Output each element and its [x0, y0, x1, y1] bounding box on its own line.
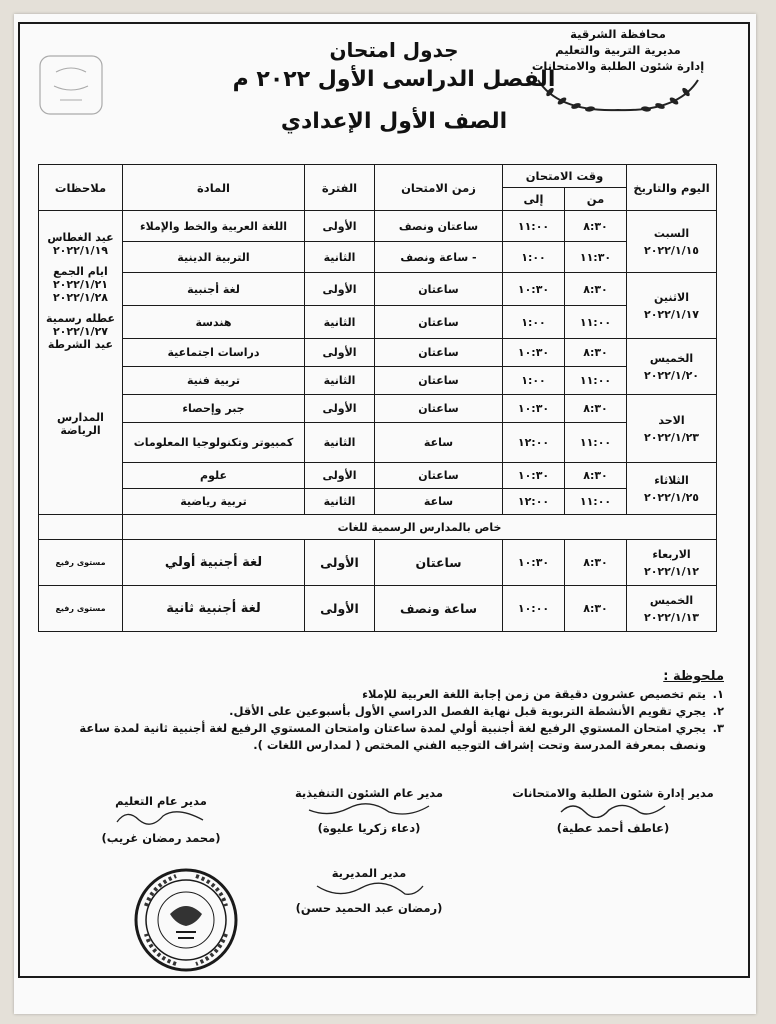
- from-cell: ٨:٣٠: [565, 463, 627, 489]
- to-cell: ١:٠٠: [503, 306, 565, 339]
- period-cell: الأولى: [305, 339, 375, 367]
- to-cell: ١٠:٣٠: [503, 540, 565, 586]
- grade-title: الصف الأول الإعدادي: [280, 109, 508, 134]
- duration-cell: ساعة ونصف: [375, 586, 503, 632]
- from-cell: ٨:٣٠: [565, 395, 627, 423]
- from-cell: ٨:٣٠: [565, 339, 627, 367]
- table-row: [39, 306, 717, 339]
- subject-cell: لغة أجنبية ثانية: [123, 586, 305, 632]
- subject-cell: علوم: [123, 463, 305, 489]
- notes-title: ملحوظة :: [663, 669, 724, 684]
- period-cell: الأولى: [305, 211, 375, 242]
- to-cell: ١٠:٣٠: [503, 395, 565, 423]
- header-subject: المادة: [123, 165, 305, 211]
- from-cell: ١١:٠٠: [565, 306, 627, 339]
- subject-cell: لغة أجنبية أولي: [123, 540, 305, 586]
- header-notes: ملاحظات: [39, 165, 123, 211]
- duration-cell: ساعتان: [375, 463, 503, 489]
- day-cell: الخميس ٢٠٢٢/١/٢٠: [627, 339, 717, 395]
- table-row: [39, 515, 717, 540]
- subject-cell: تربية رياضية: [123, 489, 305, 515]
- period-cell: الأولى: [305, 273, 375, 306]
- duration-cell: ساعتان: [375, 273, 503, 306]
- governorate: محافظة الشرقية: [570, 27, 666, 41]
- day-cell: الثلاثاء ٢٠٢٢/١/٢٥: [627, 463, 717, 515]
- duration-cell: ساعتان: [375, 367, 503, 395]
- from-cell: ١١:٠٠: [565, 423, 627, 463]
- header-to: إلى: [503, 188, 565, 211]
- to-cell: ١٢:٠٠: [503, 489, 565, 515]
- language-schools-title: خاص بالمدارس الرسمية للغات: [123, 515, 717, 540]
- table-row: [39, 586, 717, 632]
- day-cell: الاربعاء ٢٠٢٢/١/١٢: [627, 540, 717, 586]
- period-cell: الثانية: [305, 306, 375, 339]
- to-cell: ١٢:٠٠: [503, 423, 565, 463]
- table-row: [39, 540, 717, 586]
- duration-cell: ساعتان: [375, 395, 503, 423]
- duration-cell: ساعة: [375, 489, 503, 515]
- to-cell: ١:٠٠: [503, 367, 565, 395]
- header-duration: زمن الامتحان: [375, 165, 503, 211]
- day-cell: الاحد ٢٠٢٢/١/٢٣: [627, 395, 717, 463]
- to-cell: ١:٠٠: [503, 242, 565, 273]
- signature-scribble-icon: [553, 800, 673, 818]
- header-day: اليوم والتاريخ: [627, 165, 717, 211]
- period-cell: الأولى: [305, 395, 375, 423]
- day-cell: السبت ٢٠٢٢/١/١٥: [627, 211, 717, 273]
- note-cell: مستوى رفيع: [39, 540, 123, 586]
- table-row: [39, 463, 717, 489]
- subject-cell: تربية فنية: [123, 367, 305, 395]
- subject-cell: كمبيوتر وتكنولوجيا المعلومات: [123, 423, 305, 463]
- from-cell: ٨:٣٠: [565, 586, 627, 632]
- subject-cell: هندسة: [123, 306, 305, 339]
- empty-cell: [39, 515, 123, 540]
- period-cell: الثانية: [305, 423, 375, 463]
- note-cell: مستوى رفيع: [39, 586, 123, 632]
- period-cell: الثانية: [305, 367, 375, 395]
- subject-cell: التربية الدينية: [123, 242, 305, 273]
- note-item: ٢. يجري تقويم الأنشطة التربوية قبل نهاية الفصل الدراسي الأول بأسبوعين على الأقل.: [229, 704, 724, 718]
- period-cell: الثانية: [305, 489, 375, 515]
- table-row: [39, 242, 717, 273]
- official-seal-icon: [132, 866, 240, 974]
- header-from: من: [565, 188, 627, 211]
- to-cell: ١٠:٣٠: [503, 339, 565, 367]
- subject-cell: دراسات اجتماعية: [123, 339, 305, 367]
- from-cell: ١١:٠٠: [565, 367, 627, 395]
- from-cell: ٨:٣٠: [565, 211, 627, 242]
- document-title: جدول امتحان: [329, 38, 459, 62]
- faded-stamp-icon: [36, 52, 106, 118]
- period-cell: الأولى: [305, 463, 375, 489]
- signature-scribble-icon: [299, 800, 439, 818]
- directorate: مديرية التربية والتعليم: [555, 43, 681, 57]
- title-block: [194, 36, 594, 138]
- subject-cell: اللغة العربية والخط والإملاء: [123, 211, 305, 242]
- signature-students-affairs: مدير إدارة شئون الطلبة والامتحانات (عاطف أحمد عطية): [512, 786, 714, 835]
- from-cell: ٨:٣٠: [565, 540, 627, 586]
- day-cell: الخميس ٢٠٢٢/١/١٣: [627, 586, 717, 632]
- note-item: ١. يتم تخصيص عشرون دقيقة من زمن إجابة اللغة العربية للإملاء: [362, 687, 724, 701]
- header-period: الفترة: [305, 165, 375, 211]
- table-row: [39, 273, 717, 306]
- exam-schedule-table: [38, 164, 717, 632]
- table-row: [39, 423, 717, 463]
- to-cell: ١٠:٣٠: [503, 463, 565, 489]
- duration-cell: ساعتان ونصف: [375, 211, 503, 242]
- subject-cell: جبر وإحصاء: [123, 395, 305, 423]
- table-row: [39, 395, 717, 423]
- period-cell: الأولى: [305, 586, 375, 632]
- from-cell: ١١:٣٠: [565, 242, 627, 273]
- signature-scribble-icon: [309, 880, 429, 898]
- duration-cell: ساعتان: [375, 339, 503, 367]
- table-row: [39, 211, 717, 242]
- subject-cell: لغة أجنبية: [123, 273, 305, 306]
- from-cell: ١١:٠٠: [565, 489, 627, 515]
- department: إدارة شئون الطلبة والامتحانات: [531, 59, 705, 73]
- document-page: [14, 14, 756, 1014]
- duration-cell: ساعتان: [375, 306, 503, 339]
- day-cell: الاثنين ٢٠٢٢/١/١٧: [627, 273, 717, 339]
- header-exam-time: وقت الامتحان: [503, 165, 627, 188]
- note-item: ٣. يجري امتحان المستوي الرفيع لغة أجنبية أولي لمدة ساعتان وامتحان المستوي الرفيع لغة أجنبية ثانية لمدة ساعة ونصف بمعرفة المدرسة وتحت إشراف التوجيه الفني المختص ( لمدارس اللغات ).: [79, 721, 724, 752]
- to-cell: ١٠:٣٠: [503, 273, 565, 306]
- signature-executive-affairs: مدير عام الشئون التنفيذية (دعاء زكريا عليوة): [294, 786, 444, 835]
- to-cell: ١٠:٠٠: [503, 586, 565, 632]
- signature-scribble-icon: [111, 808, 211, 828]
- period-cell: الثانية: [305, 242, 375, 273]
- side-notes-cell: عيد الغطاس ٢٠٢٢/١/١٩ ايام الجمع ٢٠٢٢/١/٢١ ٢٠٢٢/١/٢٨ عطله رسمية ٢٠٢٢/١/٢٧ عيد الشرطة المدارس الرياضة: [39, 211, 123, 515]
- table-row: [39, 367, 717, 395]
- table-row: [39, 489, 717, 515]
- duration-cell: ساعة: [375, 423, 503, 463]
- signature-education: مدير عام التعليم (محمد رمضان غريب): [101, 794, 221, 845]
- to-cell: ١١:٠٠: [503, 211, 565, 242]
- duration-cell: ساعتان: [375, 540, 503, 586]
- notes-block: [44, 669, 724, 754]
- table-row: [39, 339, 717, 367]
- from-cell: ٨:٣٠: [565, 273, 627, 306]
- signature-directorate: مدير المديرية (رمضان عبد الحميد حسن): [295, 866, 443, 915]
- term-title: الفصل الدراسى الأول ٢٠٢٢ م: [232, 67, 556, 92]
- duration-cell: - ساعة ونصف: [375, 242, 503, 273]
- period-cell: الأولى: [305, 540, 375, 586]
